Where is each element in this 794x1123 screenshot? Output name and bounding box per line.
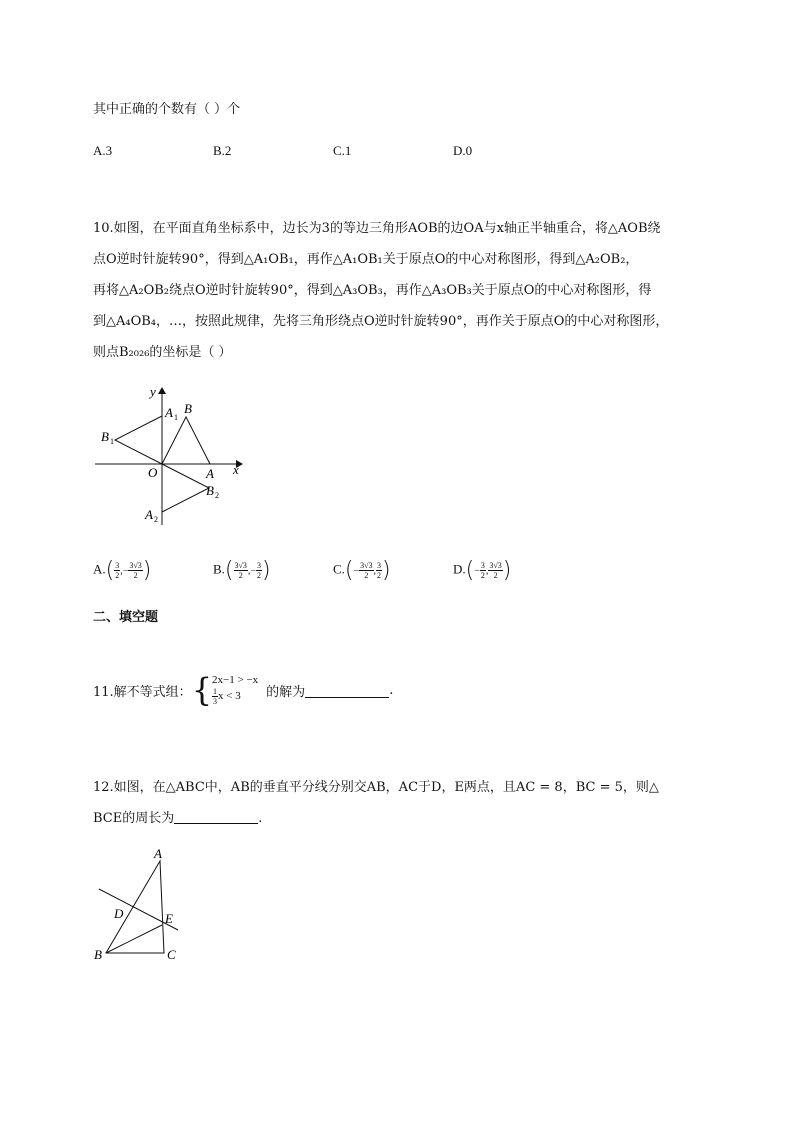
label-x: x — [233, 462, 239, 477]
q10-option-c[interactable]: C.(− $\frac{3√3}{2}$ , $\frac{3}{2}$ ) — [333, 558, 391, 583]
frac: $\frac{3√3}{2}$ — [129, 561, 142, 580]
label-a2-sub: 2 — [154, 515, 158, 524]
q11-prefix: 11.解不等式组： — [93, 684, 192, 700]
q10-line-4: 到△A₄OB₄，…，按照此规律，先将三角形绕点O逆时针旋转90°，再作关于原点O的中心对称图形， — [93, 314, 669, 329]
label-a: A — [154, 846, 162, 861]
triangle-aob — [162, 417, 210, 464]
q9-option-d[interactable]: D.0 — [453, 143, 473, 158]
q9-question-tail: 其中正确的个数有（ ）个 — [93, 102, 241, 117]
label-a1-sub: 1 — [174, 413, 178, 422]
brace: { — [191, 671, 213, 709]
label-b2-sub: 2 — [215, 491, 219, 500]
section-heading-fill-in: 二、填空题 — [93, 610, 159, 625]
q10-line-1: 10.如图，在平面直角坐标系中，边长为3的等边三角形AOB的边OA与x轴正半轴重合，将△AOB绕 — [93, 221, 661, 236]
frac: $\frac{3}{2}$ — [115, 561, 120, 580]
label-b: B — [94, 947, 102, 962]
option-d-prefix: D. — [453, 561, 466, 577]
inequality-1: 2x−1 > −x — [212, 674, 259, 686]
q11-question: 11.解不等式组： { 2x−1 > −x $\frac{1}{3}$ x < 3 的解为 . — [93, 671, 394, 709]
paren-close: ) — [142, 558, 152, 583]
label-b2: B — [206, 483, 214, 498]
label-a1: A — [165, 405, 173, 420]
q12-triangle-figure — [90, 845, 200, 970]
paren-open: ( — [105, 558, 115, 583]
q12-line-1: 12.如图，在△ABC中，AB的垂直平分线分别交AB，AC于D，E两点，且AC = 8，BC = 5，则△ — [93, 780, 659, 795]
label-e: E — [165, 911, 173, 926]
inequality-2: $\frac{1}{3}$ x < 3 — [213, 687, 241, 706]
option-b-prefix: B. — [213, 561, 225, 577]
answer-blank[interactable] — [174, 809, 258, 824]
inequality-system — [212, 674, 258, 706]
q10-option-a[interactable]: A.( $\frac{3}{2}$ ,− $\frac{3√3}{2}$ ) — [93, 558, 152, 583]
q10-line-3: 再将△A₂OB₂绕点O逆时针旋转90°，得到△A₃OB₃，再作△A₃OB₃关于原点O的中心对称图形，得 — [93, 283, 652, 298]
q9-option-a[interactable]: A.3 — [93, 143, 113, 158]
option-a-prefix: A. — [93, 561, 106, 577]
label-b1-sub: 1 — [110, 437, 114, 446]
label-c: C — [167, 947, 176, 962]
label-a2: A — [145, 507, 153, 522]
q9-option-c[interactable]: C.1 — [333, 143, 352, 158]
q12-line-2: BCE的周长为 . — [93, 811, 263, 826]
q10-option-d[interactable]: D.(− $\frac{3}{2}$ , $\frac{3√3}{2}$ ) — [453, 558, 512, 583]
q11-suffix: 的解为 — [266, 684, 306, 700]
label-a: A — [206, 466, 214, 481]
label-b1: B — [101, 429, 109, 444]
label-b: B — [184, 401, 192, 416]
option-c-prefix: C. — [333, 561, 345, 577]
answer-blank[interactable] — [305, 683, 389, 698]
q10-line-2: 点O逆时针旋转90°，得到△A₁OB₁，再作△A₁OB₁关于原点O的中心对称图形，得到△A₂OB₂， — [93, 252, 639, 267]
q10-option-b[interactable]: B.( $\frac{3√3}{2}$ ,− $\frac{3}{2}$ ) — [213, 558, 271, 583]
q10-coordinate-figure — [90, 380, 250, 530]
q9-option-b[interactable]: B.2 — [213, 143, 232, 158]
triangle-a1ob1 — [115, 416, 162, 464]
label-y: y — [150, 384, 156, 399]
label-o: O — [148, 465, 158, 480]
q10-line-5: 则点B₂₀₂₆的坐标是（ ） — [93, 345, 232, 360]
label-d: D — [114, 906, 124, 921]
triangle-a2ob2 — [162, 464, 209, 512]
